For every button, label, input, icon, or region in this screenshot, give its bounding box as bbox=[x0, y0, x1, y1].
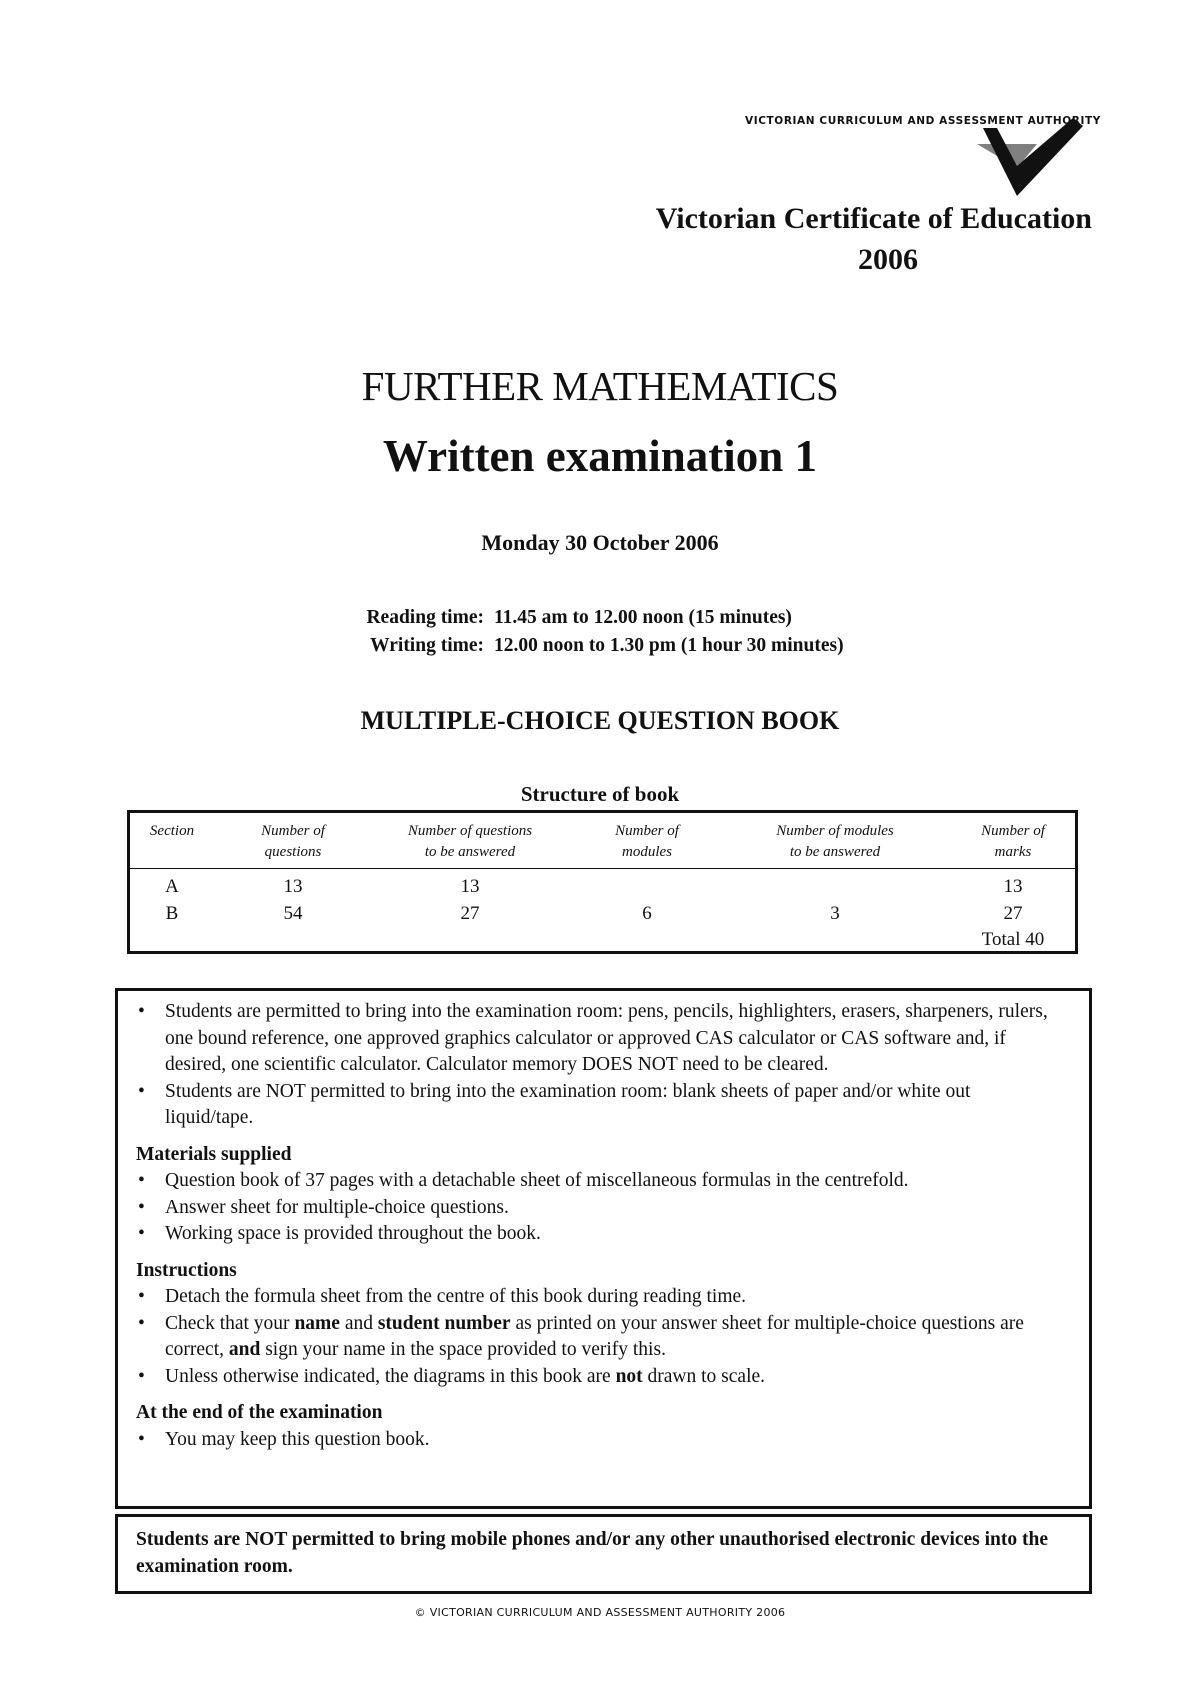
col-header-text: modules bbox=[622, 844, 672, 860]
writing-time-row bbox=[320, 632, 844, 660]
end-of-exam-list bbox=[136, 1427, 1061, 1454]
table-cell: 13 bbox=[283, 876, 303, 897]
text-run-bold: not bbox=[615, 1365, 643, 1387]
col-header-questions bbox=[218, 821, 368, 863]
table-cell: 6 bbox=[642, 903, 652, 924]
col-header-text: questions bbox=[264, 844, 322, 860]
structure-table-header bbox=[130, 813, 1075, 869]
bullet-icon: • bbox=[138, 1428, 145, 1450]
col-header-text: Section bbox=[149, 823, 195, 839]
table-cell: 27 bbox=[460, 903, 480, 924]
bullet-icon: • bbox=[138, 1312, 145, 1334]
mobile-phone-warning bbox=[115, 1514, 1092, 1594]
exam-times bbox=[320, 604, 844, 660]
text-run-bold: and bbox=[228, 1339, 261, 1360]
text-run: sign your name in the space provided to verify this. bbox=[260, 1339, 666, 1360]
structure-table bbox=[127, 810, 1078, 954]
subject-title: FURTHER MATHEMATICS bbox=[361, 363, 839, 409]
text-run: drawn to scale. bbox=[642, 1365, 766, 1387]
text-run: Check that your bbox=[165, 1312, 295, 1334]
col-header-section bbox=[136, 821, 208, 842]
table-cell: 13 bbox=[1003, 876, 1023, 897]
col-header-text: Number of bbox=[261, 823, 325, 839]
list-item-text: Students are permitted to bring into the examination room: pens, pencils, highlighters, erasers, sharpeners, rulers, one bound reference, one approved graphics calculator or approved CAS calculator or CAS software and, if desired, one scientific calculator. Calculator memory DOES NOT need to be cleared. bbox=[165, 1001, 1048, 1075]
list-item-text: Students are NOT permitted to bring into the examination room: blank sheets of paper and/or white out liquid/tape. bbox=[165, 1080, 971, 1128]
col-header-marks bbox=[938, 821, 1088, 863]
text-run-bold: name bbox=[294, 1312, 340, 1334]
certificate-title: Victorian Certificate of Education bbox=[655, 202, 1092, 235]
instructions-box bbox=[115, 988, 1092, 1509]
list-item bbox=[136, 1364, 1061, 1391]
text-run-bold: student number bbox=[377, 1312, 511, 1334]
bullet-icon: • bbox=[138, 1286, 145, 1307]
structure-heading: Structure of book bbox=[520, 782, 680, 806]
col-header-questions-answered bbox=[370, 821, 570, 863]
col-header-text: Number of questions bbox=[407, 823, 533, 839]
bullet-icon: • bbox=[138, 1080, 145, 1102]
col-header-text: Number of modules bbox=[776, 823, 894, 839]
table-cell: B bbox=[165, 903, 179, 924]
col-header-text: Number of bbox=[981, 823, 1045, 839]
list-item bbox=[136, 1284, 1061, 1311]
copyright-notice: © VICTORIAN CURRICULUM AND ASSESSMENT AUTHORITY 2006 bbox=[414, 1606, 786, 1619]
list-item bbox=[136, 1195, 1061, 1222]
list-item bbox=[136, 999, 1061, 1079]
instructions-heading: Instructions bbox=[136, 1259, 237, 1281]
bullet-icon: • bbox=[138, 1223, 145, 1244]
list-item-text: Answer sheet for multiple-choice questions. bbox=[165, 1196, 509, 1218]
list-item bbox=[136, 1079, 1061, 1132]
text-run: as printed on your answer sheet for multiple-choice questions are correct, bbox=[165, 1312, 1024, 1360]
exam-title: Written examination 1 bbox=[382, 431, 818, 481]
table-cell: A bbox=[165, 876, 179, 897]
text-run: Unless otherwise indicated, the diagrams in this book are bbox=[165, 1365, 616, 1387]
table-cell: 3 bbox=[830, 903, 840, 924]
warning-text: Students are NOT permitted to bring mobile phones and/or any other unauthorised electronic devices into the examination room. bbox=[136, 1529, 1049, 1577]
materials-heading: Materials supplied bbox=[136, 1143, 292, 1165]
bullet-icon: • bbox=[138, 1365, 145, 1387]
authority-name: VICTORIAN CURRICULUM AND ASSESSMENT AUTHORITY bbox=[745, 115, 1101, 127]
writing-time-label: Writing time: bbox=[370, 635, 484, 656]
table-cell: 54 bbox=[283, 903, 303, 924]
reading-time-row bbox=[320, 604, 844, 632]
col-header-text: to be answered bbox=[424, 844, 516, 860]
table-cell: 27 bbox=[1003, 903, 1023, 924]
vcaa-logo-icon bbox=[975, 118, 1095, 198]
bullet-icon: • bbox=[138, 1001, 145, 1022]
text-run: and bbox=[339, 1312, 378, 1334]
writing-time-value: 12.00 noon to 1.30 pm (1 hour 30 minutes) bbox=[494, 635, 844, 656]
book-title: MULTIPLE-CHOICE QUESTION BOOK bbox=[360, 706, 840, 735]
col-header-text: marks bbox=[994, 844, 1032, 860]
list-item bbox=[136, 1168, 1061, 1195]
table-cell: 13 bbox=[460, 876, 480, 897]
list-item-text: Working space is provided throughout the book. bbox=[165, 1223, 541, 1244]
materials-list bbox=[136, 1168, 1061, 1248]
instructions-list bbox=[136, 1284, 1061, 1390]
end-of-exam-heading: At the end of the examination bbox=[136, 1402, 383, 1423]
list-item-text: Detach the formula sheet from the centre of this book during reading time. bbox=[165, 1286, 747, 1307]
certificate-year: 2006 bbox=[858, 243, 918, 276]
reading-time-value: 11.45 am to 12.00 noon (15 minutes) bbox=[494, 607, 792, 628]
list-item bbox=[136, 1311, 1061, 1364]
permitted-list bbox=[136, 999, 1061, 1132]
col-header-modules bbox=[577, 821, 717, 863]
col-header-text: Number of bbox=[615, 823, 679, 839]
list-item bbox=[136, 1427, 1061, 1454]
reading-time-label: Reading time: bbox=[366, 607, 484, 628]
list-item bbox=[136, 1221, 1061, 1248]
total-marks: Total 40 bbox=[981, 929, 1045, 950]
col-header-text: to be answered bbox=[789, 844, 881, 860]
col-header-modules-answered bbox=[730, 821, 940, 863]
list-item-text: Question book of 37 pages with a detachable sheet of miscellaneous formulas in the centrefold. bbox=[165, 1170, 909, 1191]
bullet-icon: • bbox=[138, 1196, 145, 1218]
list-item-text: You may keep this question book. bbox=[165, 1428, 430, 1450]
exam-date: Monday 30 October 2006 bbox=[481, 530, 719, 555]
bullet-icon: • bbox=[138, 1170, 145, 1191]
